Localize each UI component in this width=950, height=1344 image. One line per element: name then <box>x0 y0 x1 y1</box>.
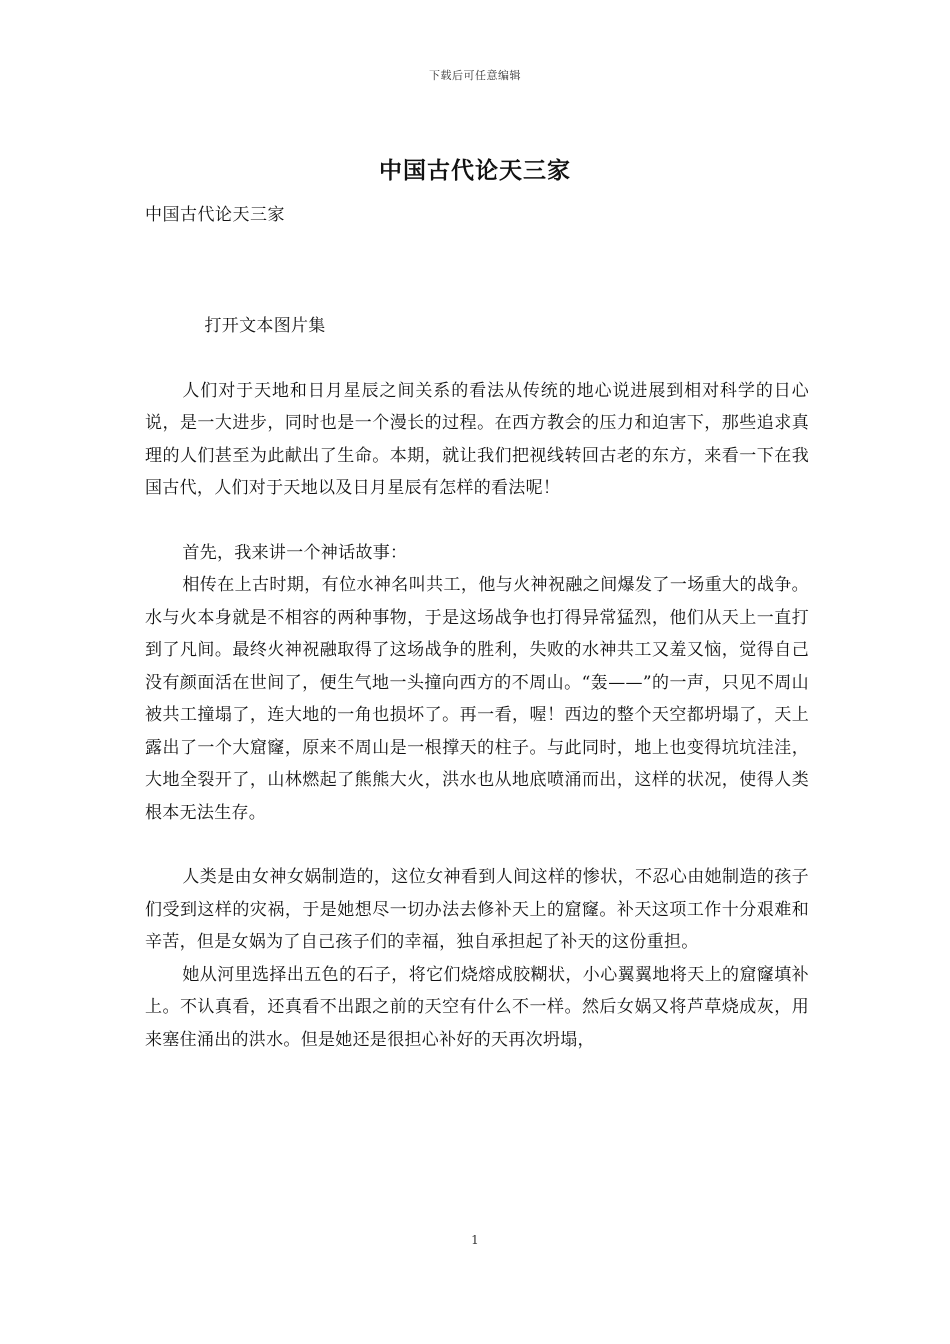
paragraph-intro: 人们对于天地和日月星辰之间关系的看法从传统的地心说进展到相对科学的日心说，是一大进步，同时也是一个漫长的过程。在西方教会的压力和迫害下，那些追求真理的人们甚至为此献出了生命。本期，就让我们把视线转回古老的东方，来看一下在我国古代，人们对于天地以及日月星辰有怎样的看法呢！ <box>145 380 809 498</box>
paragraph-image-set: 打开文本图片集 <box>204 316 326 336</box>
document-body <box>145 310 809 1056</box>
paragraph-mending-sky: 她从河里选择出五色的石子，将它们烧熔成胶糊状，小心翼翼地将天上的窟窿填补上。不认真看，还真看不出跟之前的天空有什么不一样。然后女娲又将芦草烧成灰，用来塞住涌出的洪水。但是她还是很担心补好的天再次坍塌， <box>145 964 809 1050</box>
page-number: 1 <box>471 1233 479 1247</box>
page-header: 下载后可任意编辑 <box>429 69 521 82</box>
paragraph-gonggong: 相传在上古时期，有位水神名叫共工，他与火神祝融之间爆发了一场重大的战争。水与火本身就是不相容的两种事物，于是这场战争也打得异常猛烈，他们从天上一直打到了凡间。最终火神祝融取得了这场战争的胜利，失败的水神共工又羞又恼，觉得自己没有颜面活在世间了，便生气地一头撞向西方的不周山。“轰——”的一声，只见不周山被共工撞塌了，连大地的一角也损坏了。再一看，喔！西边的整个天空都坍塌了，天上露出了一个大窟窿，原来不周山是一根撑天的柱子。与此同时，地上也变得坑坑洼洼，大地全裂开了，山林燃起了熊熊大火，洪水也从地底喷涌而出，这样的状况，使得人类根本无法生存。 <box>145 575 809 823</box>
paragraph-nuwa: 人类是由女神女娲制造的，这位女神看到人间这样的惨状，不忍心由她制造的孩子们受到这样的灾祸，于是她想尽一切办法去修补天上的窟窿。补天这项工作十分艰难和辛苦，但是女娲为了自己孩子们的幸福，独自承担起了补天的这份重担。 <box>145 867 809 952</box>
document-title: 中国古代论天三家 <box>379 157 571 184</box>
paragraph-story-start: 首先，我来讲一个神话故事： <box>182 542 408 563</box>
document-subtitle: 中国古代论天三家 <box>145 205 285 225</box>
